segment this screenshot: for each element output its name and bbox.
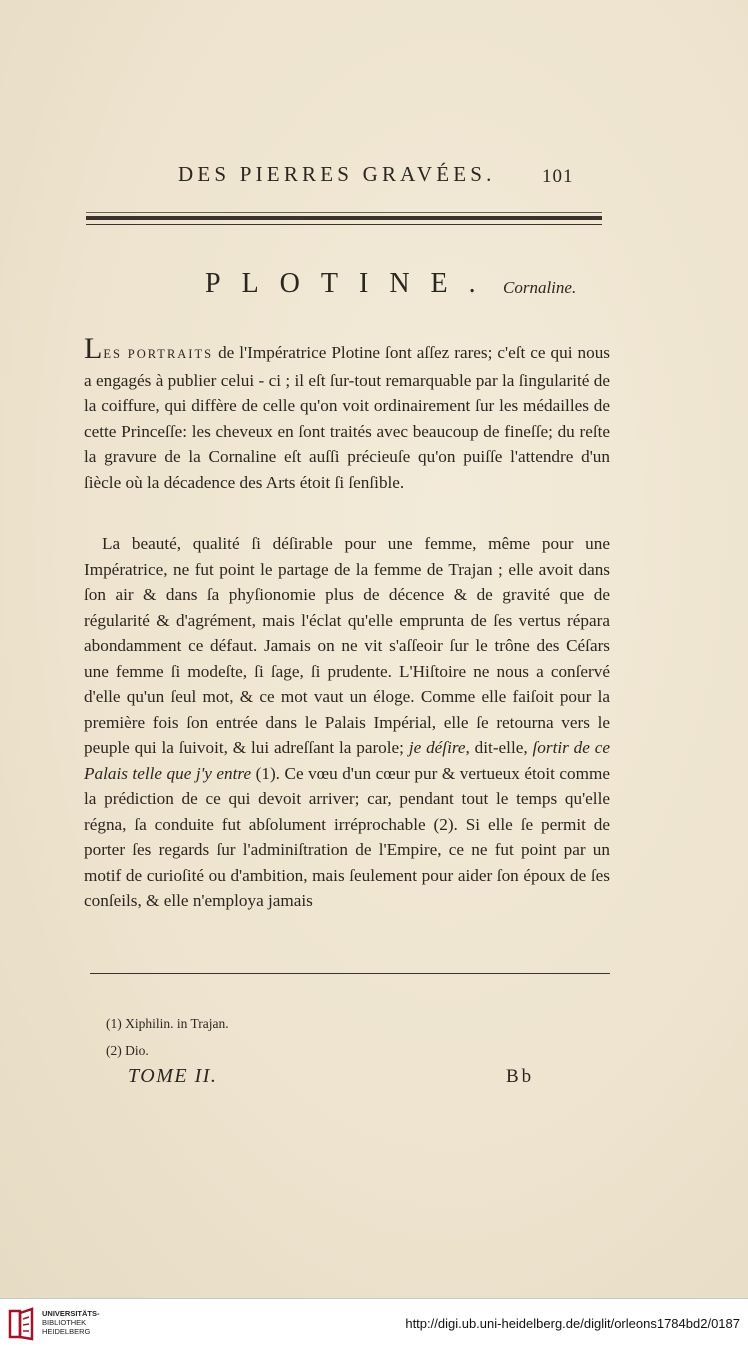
library-name [42,1309,100,1336]
page-number: 101 [542,166,574,187]
paragraph-1 [84,332,610,495]
paragraph-2-part-b: , dit-elle, [465,738,528,757]
running-title: DES PIERRES GRAVÉES. [178,162,496,186]
chapter-title: PLOTINE. [205,268,497,299]
paragraph-1-text: de l'Impératrice Plotine ſont aſſez rares; c'eſt ce qui nous a engagés à publier celui - ci ; il eſt ſur-tout remarquable par la ſingularité de la coiffure, qui diffère de celle qu'on voit ordinairement ſur les médailles de cette Princeſſe: les cheveux en ſont traités avec beaucoup de fineſſe; du reſte la gravure de la Cornaline eſt auſſi précieuſe qu'on puiſſe l'attendre d'un ſiècle où la décadence des Arts étoit ſi ſenſible. [84,343,610,492]
library-name-line1: UNIVERSITÄTS- [42,1309,100,1318]
quote-2: ſortir de ce Palais telle que j'y entre [84,738,610,783]
header-rule-top [86,212,602,213]
library-logo-icon[interactable] [8,1307,36,1343]
footnote-rule [90,973,610,974]
library-name-line2: BIBLIOTHEK [42,1318,87,1327]
footnote-1: (1) Xiphilin. in Trajan. [106,1016,229,1031]
small-caps-lead: ES PORTRAITS [103,347,214,361]
paragraph-2 [84,531,610,914]
library-name-line3: HEIDELBERG [42,1327,91,1336]
permalink[interactable]: http://digi.ub.uni-heidelberg.de/diglit/orleons1784bd2/0187 [405,1316,740,1331]
header-rule-thick [86,216,602,220]
paragraph-2-part-d: Si elle ſe permit de porter ſes regards ſur l'adminiſtration de l'Empire, ce ne fut point par un motif de curioſité ou d'ambition, mais ſeulement pour aider ſon époux de ſes conſeils, & elle n'employa jamais [84,814,610,910]
footnote-2: (2) Dio. [106,1043,149,1058]
paragraph-2-part-a: La beauté, qualité ſi déſirable pour une femme, même pour une Impératrice, ne fut point le partage de la femme de Trajan ; elle avoit dans ſon air & dans ſa phyſionomie plus de décence & de gravité que de régularité & d'agrément, mais l'éclat qu'elle emprunta de ſes vertus répara abondamment ce défaut. Jamais on ne vit s'aſſeoir ſur le trône des Céſars une femme ſi modeſte, ſi ſage, ſi prudente. L'Hiſtoire ne nous a conſervé d'elle qu'un ſeul mot, & ce mot vaut un éloge. Comme elle faiſoit pour la première fois ſon entrée dans le Palais Impérial, elle ſe retourna vers le peuple qui la ſuivoit, & lui adreſſant la parole; [84,534,610,757]
chapter-subtitle: Cornaline. [503,278,577,297]
header-rule-bottom [86,224,602,225]
paragraph-2-part-c: Ce vœu d'un cœur pur & vertueux étoit comme la prédiction de ce qui devoit arriver; car, pendant tout le temps qu'elle régna, ſa conduite fut abſolument irréprochable [84,763,611,834]
drop-cap: L [84,332,104,365]
note-ref-2: (2). [433,814,458,834]
note-ref-1: (1). [255,763,280,783]
quote-1: je déſire [408,738,466,757]
volume-mark: TOME II. [128,1065,218,1087]
signature-mark: Bb [506,1066,535,1087]
viewer-footer [0,1298,748,1353]
